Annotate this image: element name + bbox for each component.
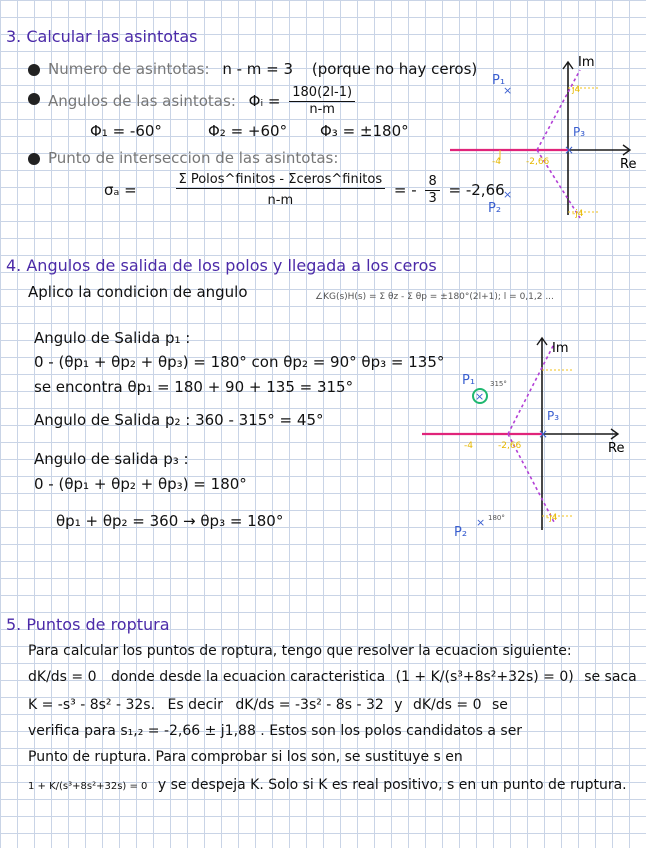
s4-line-4: Angulo de Salida p₂ : 360 - 315° = 45° — [34, 411, 324, 429]
im-label: Im — [578, 55, 595, 70]
asymptote-angle-den: n-m — [309, 102, 335, 117]
s4-line-2: 0 - (θp₁ + θp₂ + θp₃) = 180° con θp₂ = 90° θp₃ = 135° — [34, 353, 445, 371]
s5-line-4: verifica para s₁,₂ = -2,66 ± j1,88 . Estos son los polos candidatos a ser — [28, 723, 523, 739]
char-eq-2: 1 + K/(s³+8s²+32s) = 0 — [28, 781, 148, 792]
s4-line-6: 0 - (θp₁ + θp₂ + θp₃) = 180° — [34, 475, 247, 493]
s5-line-6 — [28, 776, 627, 796]
pole-2-mark: × — [503, 188, 513, 201]
section-3-title: 3. Calcular las asintotas — [6, 27, 198, 46]
mj4-label: -j4 — [572, 209, 584, 219]
es-decir: Es decir — [167, 697, 223, 713]
asymptote-count-note: (porque no hay ceros) — [311, 60, 478, 78]
sigma-den: n-m — [267, 193, 294, 208]
s4-line-5: Angulo de salida p₃ : — [34, 450, 189, 468]
s5-line-1: Para calcular los puntos de roptura, tengo que resolver la ecuacion siguiente: — [28, 643, 572, 659]
asymptote-count-label: Numero de asintotas: — [48, 60, 210, 78]
bullet-2 — [28, 93, 40, 105]
j4-label: j4 — [572, 85, 581, 95]
s4-line-3: se encontra θp₁ = 180 + 90 + 135 = 315° — [34, 378, 354, 396]
bullet-1 — [28, 64, 40, 76]
re-label: Re — [620, 157, 637, 172]
pole-3-label: P₃ — [573, 125, 586, 139]
s4-line-7: θp₁ + θp₂ = 360 → θp₃ = 180° — [56, 512, 284, 530]
m266-label: -2,66 — [526, 157, 550, 167]
section-5-title: 5. Puntos de roptura — [6, 615, 170, 634]
pole-2-label: P₂ — [488, 201, 502, 216]
m266-label-2: -2,66 — [498, 441, 522, 451]
sigma-value-den: 3 — [428, 191, 437, 206]
pole-1-label: P₁ — [492, 73, 506, 88]
phi-1: Φ₁ = -60° — [90, 122, 162, 140]
se-saca: se saca — [584, 669, 637, 685]
aplico-line: Aplico la condicion de angulo — [28, 283, 248, 301]
phi-2: Φ₂ = +60° — [208, 122, 288, 140]
re-label-2: Re — [608, 441, 625, 456]
asymptote-angle-label: Angulos de las asintotas: — [48, 92, 236, 110]
y-text: y — [394, 697, 403, 713]
dk-ds-eq-2: dK/ds = 0 — [412, 697, 482, 713]
sigma-fraction — [176, 172, 386, 209]
intersection-label: Punto de interseccion de las asintotas: — [48, 149, 339, 167]
phi-label: Φᵢ = — [248, 92, 281, 110]
pole-3-mark-2: × — [538, 427, 549, 441]
sigma-value-fraction — [425, 174, 439, 207]
s5-line-5: Punto de ruptura. Para comprobar si los son, se sustituye s en — [28, 749, 463, 765]
s5-line-3 — [28, 696, 508, 714]
phi-3: Φ₃ = ±180° — [320, 122, 409, 140]
donde-text: donde desde la ecuacion caracteristica — [110, 669, 386, 685]
section-4-title: 4. Angulos de salida de los polos y llegada a los ceros — [6, 256, 437, 275]
asymptote-count-eq: n - m = 3 — [222, 60, 294, 78]
pole-2-mark-2: × — [476, 516, 486, 529]
root-locus-plot-1 — [440, 40, 640, 220]
asymptote-count-line — [48, 60, 477, 78]
pole-1-mark-2: × — [475, 390, 485, 403]
sigma-label: σₐ = — [104, 181, 137, 199]
asymptote-angle-line — [48, 85, 359, 118]
dk-ds-eq-1: dK/ds = 0 — [28, 669, 97, 685]
sigma-eq: = - — [393, 181, 417, 199]
s4-line-1: Angulo de Salida p₁ : — [34, 329, 191, 347]
pole-3-label-2: P₃ — [547, 409, 560, 423]
s5-line-2 — [28, 668, 637, 686]
pole-1-label-2: P₁ — [462, 373, 476, 388]
root-locus-plot-2 — [418, 341, 638, 540]
pole-3-mark: × — [564, 143, 575, 157]
pole-2-label-2: P₂ — [454, 525, 468, 540]
s5-conclusion: y se despeja K. Solo si K es real positivo, s en un punto de ruptura. — [157, 777, 627, 793]
sigma-result: = -2,66 — [448, 181, 505, 199]
mj4-label-2: -j4 — [546, 513, 558, 523]
sigma-num: Σ Polos^finitos - Σceros^finitos — [176, 172, 386, 189]
angle-condition-formula: ∠KG(s)H(s) = Σ θz - Σ θp = ±180°(2l+1); l = 0,1,2 ... — [315, 292, 554, 302]
angle-180-label: 180° — [488, 514, 505, 522]
se-text: se — [491, 697, 508, 713]
asymptote-angle-num: 180(2l-1) — [289, 85, 355, 102]
asymptote-angle-fraction — [289, 85, 355, 118]
bullet-3 — [28, 153, 40, 165]
char-eq: (1 + K/(s³+8s²+32s) = 0) — [395, 669, 574, 685]
sigma-value-num: 8 — [425, 174, 439, 191]
k-expression: K = -s³ - 8s² - 32s. — [28, 697, 156, 713]
m4-label-2: -4 — [464, 441, 473, 451]
im-label-2: Im — [552, 341, 569, 356]
angle-315-label: 315° — [490, 380, 507, 388]
m4-label: -4 — [492, 157, 501, 167]
pole-1-mark: × — [503, 84, 513, 97]
dk-ds-expression: dK/ds = -3s² - 8s - 32 — [235, 697, 384, 713]
